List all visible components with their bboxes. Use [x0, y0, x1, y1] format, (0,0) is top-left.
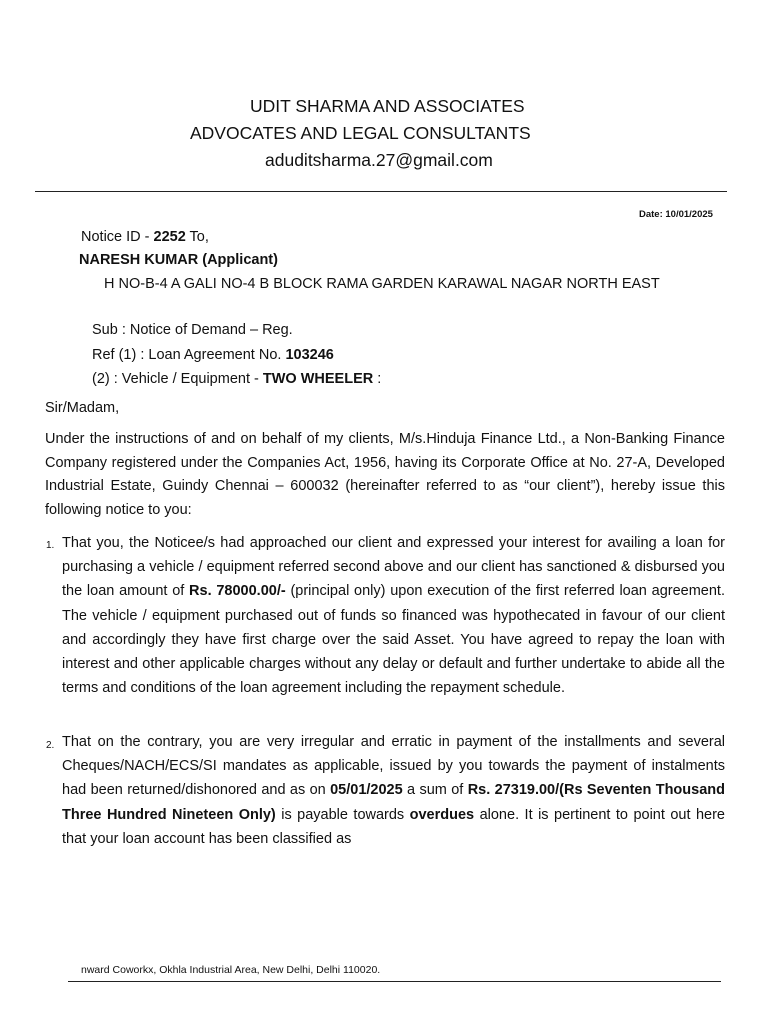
overdue-date: 05/01/2025	[330, 782, 403, 799]
point-2-number: 2.	[46, 740, 55, 751]
overdues-word: overdues	[409, 806, 475, 823]
point-2-text-a: That on the contrary, you are very irregular and erratic in payment of the installments and several Cheques/NACH/ECS/SI mandates as applicable, issued by you towards the payment of instalments had been returned/dishonored and as on	[62, 734, 725, 799]
intro-paragraph: Under the instructions of and on behalf of my clients, M/s.Hinduja Finance Ltd., a Non-Banking Finance Company registered under the Companies Act, 1956, having its Corporate Office at No. 27-A, Developed Industrial Estate, Guindy Chennai – 600032 (hereinafter referred to as “our client”), hereby issue this following notice to you:	[45, 431, 725, 519]
header-divider	[35, 191, 727, 192]
point-2-text-b: a sum of	[402, 782, 468, 799]
footer-address: nward Coworkx, Okhla Industrial Area, New Delhi, Delhi 110020.	[81, 964, 381, 976]
notice-id-line	[81, 229, 209, 245]
loan-amount: Rs. 78000.00/-	[189, 583, 286, 600]
reference-2-colon: :	[373, 371, 382, 387]
notice-id-label: Notice ID -	[81, 229, 154, 245]
point-1-text-a: That you, the Noticee/s had approached our client and expressed your interest for availing a loan for purchasing a vehicle / equipment referred second above and our client has sanctioned & disbursed you the loan amount of	[62, 535, 725, 600]
notice-to: To,	[185, 229, 209, 245]
firm-email: aduditsharma.27@gmail.com	[265, 150, 493, 170]
firm-name: UDIT SHARMA AND ASSOCIATES	[250, 96, 525, 116]
footer-divider	[68, 981, 721, 982]
point-1-text-b: (principal only) upon execution of the first referred loan agreement. The vehicle / equipment purchased out of funds so financed was hypothecated in favour of our client and accordingly they have first charge over the said Asset. You have agreed to repay the loan with interest and other applicable charges without any delay or default and further undertake to abide all the terms and conditions of the loan agreement including the repayment schedule.	[62, 583, 725, 697]
reference-1	[92, 347, 334, 363]
recipient-address: H NO-B-4 A GALI NO-4 B BLOCK RAMA GARDEN KARAWAL NAGAR NORTH EAST	[104, 276, 660, 292]
reference-1-label: Ref (1) : Loan Agreement No.	[92, 347, 286, 363]
loan-agreement-number: 103246	[285, 347, 334, 363]
reference-2	[92, 371, 381, 387]
point-2-text-d: alone. It is pertinent to point out here that your loan account has been classified as	[62, 806, 725, 847]
point-1-paragraph	[62, 531, 725, 700]
firm-tagline: ADVOCATES AND LEGAL CONSULTANTS	[190, 123, 531, 143]
point-2-paragraph	[62, 730, 725, 851]
reference-2-label: (2) : Vehicle / Equipment -	[92, 371, 263, 387]
point-2-text-c: is payable towards	[275, 806, 410, 823]
vehicle-type: TWO WHEELER	[262, 371, 374, 387]
salutation: Sir/Madam,	[45, 400, 120, 416]
recipient-name: NARESH KUMAR (Applicant)	[79, 252, 278, 268]
overdue-amount: Rs. 27319.00/(Rs Seventen Thousand Three Hundred Nineteen Only)	[62, 782, 725, 823]
point-1-number: 1.	[46, 540, 55, 551]
letter-date: Date: 10/01/2025	[639, 209, 713, 220]
notice-id-value: 2252	[153, 229, 186, 245]
subject-line: Sub : Notice of Demand – Reg.	[92, 322, 293, 338]
